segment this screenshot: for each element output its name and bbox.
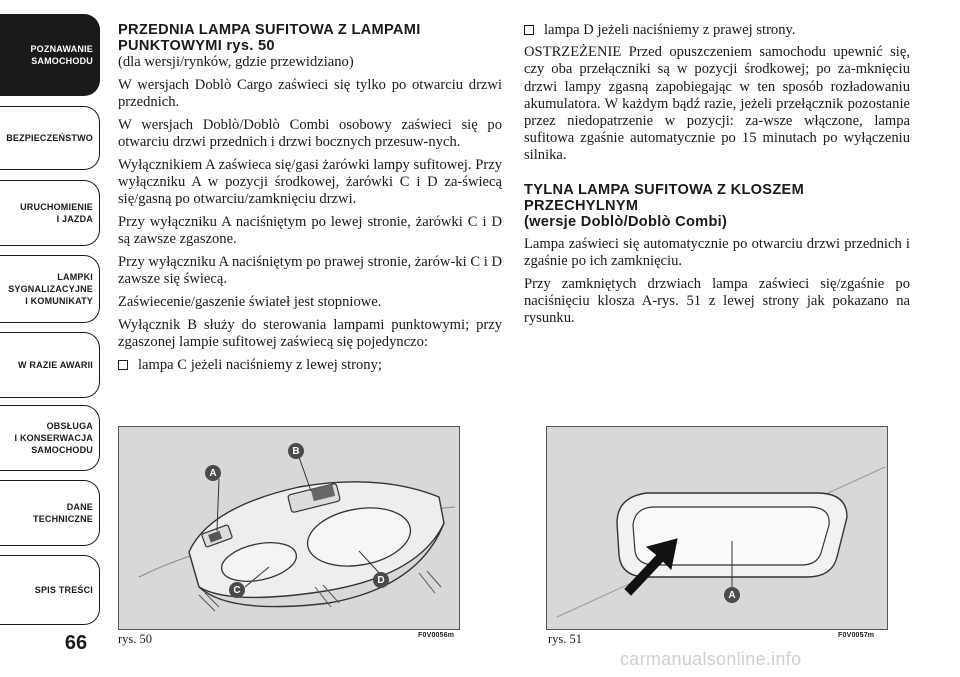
checkbox-square-icon (524, 25, 534, 35)
callout-a: A (205, 465, 221, 481)
front-lamp-subtitle: (dla wersji/rynków, gdzie przewidziano) (118, 54, 354, 70)
callout-b: B (288, 443, 304, 459)
rear-tilting-lamp-illustration (547, 427, 887, 629)
list-item-text: lampa D jeżeli naciśniemy z prawej strony. (544, 22, 796, 38)
tab-poznawanie-samochodu[interactable]: POZNAWANIE SAMOCHODU (0, 14, 100, 96)
tab-w-razie-awarii[interactable]: W RAZIE AWARII (0, 332, 100, 398)
paragraph: W wersjach Doblò/Doblò Combi osobowy zaświeci się po otwarciu drzwi przednich i drzwi bocznych przesuw-nych. (118, 117, 502, 151)
rear-lamp-heading-line-3: (wersje Doblò/Doblò Combi) (524, 214, 728, 231)
page-number: 66 (64, 632, 88, 654)
paragraph: Zaświecenie/gaszenie świateł jest stopniowe. (118, 293, 382, 310)
list-item (524, 22, 910, 39)
list-item-text: lampa C jeżeli naciśniemy z lewej strony; (138, 356, 382, 373)
checkbox-square-icon (118, 360, 128, 370)
paragraph: Wyłącznik B służy do sterowania lampami punktowymi; przy zgaszonej lampie sufitowej zaświecą się pojedynczo: (118, 316, 502, 350)
paragraph: Przy wyłączniku A naciśniętym po lewej stronie, żarówki C i D są zawsze zgaszone. (118, 214, 502, 248)
callout-c: C (229, 582, 245, 598)
figure-rear-tilting-lamp (546, 426, 888, 630)
list-item (118, 357, 502, 374)
watermark: carmanualsonline.info (620, 649, 802, 669)
callout-d: D (373, 572, 389, 588)
paragraph: Wyłącznikiem A zaświeca się/gasi żarówki lampy sufitowej. Przy wyłączniku A w pozycji środkowej, żarówki C i D za-świecą się/gasną po otwarciu/zamknięciu drzwi. (118, 157, 502, 208)
tab-spis-tresci[interactable]: SPIS TREŚCI (0, 555, 100, 625)
tab-lampki-sygnalizacyjne[interactable]: LAMPKI SYGNALIZACYJNE I KOMUNIKATY (0, 255, 100, 323)
paragraph: Przy zamkniętych drzwiach lampa zaświeci się/zgaśnie po naciśnięciu klosza A-rys. 51 z lewej strony jak pokazano na rysunku. (524, 276, 910, 327)
paragraph: W wersjach Doblò Cargo zaświeci się tylko po otwarciu drzwi przednich. (118, 77, 502, 111)
front-ceiling-lamp-illustration (119, 427, 459, 629)
right-text-column (524, 22, 910, 333)
rear-lamp-heading-line-1: TYLNA LAMPA SUFITOWA Z KLOSZEM (524, 182, 805, 199)
figure-front-ceiling-lamp (118, 426, 460, 630)
tab-uruchomienie-i-jazda[interactable]: URUCHOMIENIE I JAZDA (0, 180, 100, 246)
figure-50-code: F0V0056m (418, 632, 455, 639)
paragraph: Lampa zaświeci się automatycznie po otwarciu drzwi przednich i zgaśnie po ich zamknięciu. (524, 236, 910, 270)
figure-51-code: F0V0057m (838, 632, 875, 639)
paragraph: Przy wyłączniku A naciśniętym po prawej stronie, żarów-ki C i D zawsze się świecą. (118, 254, 502, 288)
figure-51-caption: rys. 51 (548, 632, 583, 646)
front-lamp-heading: PRZEDNIA LAMPA SUFITOWA Z LAMPAMI PUNKTOWYMI rys. 50 (118, 22, 421, 54)
left-text-column (118, 22, 502, 379)
rear-lamp-heading-line-2: PRZECHYLNYM (524, 198, 639, 215)
tab-dane-techniczne[interactable]: DANE TECHNICZNE (0, 480, 100, 546)
figure-50-caption: rys. 50 (118, 632, 153, 646)
callout-a: A (724, 587, 740, 603)
chapter-sidebar (0, 0, 104, 677)
tab-obsluga-i-konserwacja[interactable]: OBSŁUGA I KONSERWACJA SAMOCHODU (0, 405, 100, 471)
warning-paragraph: OSTRZEŻENIE Przed opuszczeniem samochodu upewnić się, czy oba przełączniki są w pozycji środkowej; po za-mknięciu drzwi lampy zgasną zapobiegając w ten sposób rozładowaniu akumulatora. W każdym bądź razie, jeżeli przełącznik pozostanie przez niedopatrzenie w pozycji: za-wsze włączone, lampa sufitowa zgaśnie automatycznie po 15 minutach po wyłączeniu silnika. (524, 44, 910, 164)
tab-bezpieczenstwo[interactable]: BEZPIECZEŃSTWO (0, 106, 100, 170)
